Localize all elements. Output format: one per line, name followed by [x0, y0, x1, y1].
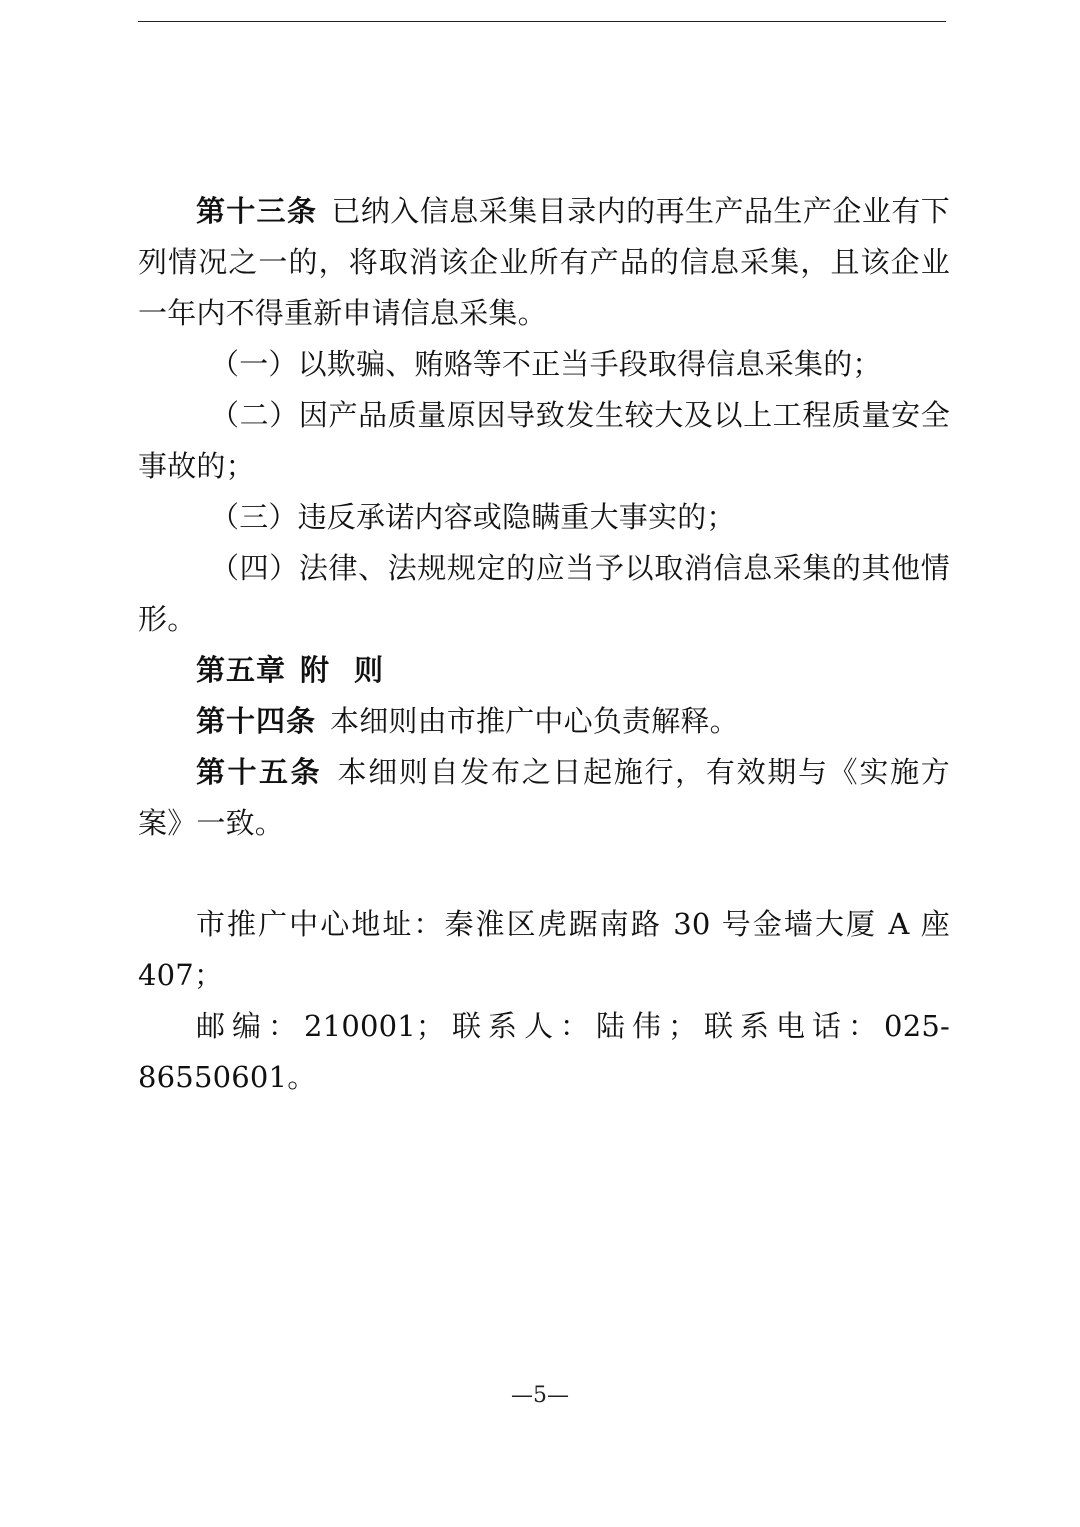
chapter-5-number: 第五章: [196, 653, 287, 687]
article-15: [138, 747, 950, 849]
page-number: —5—: [511, 1383, 569, 1408]
article-13-item-4: （四）法律、法规规定的应当予以取消信息采集的其他情形。: [138, 551, 950, 636]
article-13-text: 已纳入信息采集目录内的再生产品生产企业有下列情况之一的，将取消该企业所有产品的信息采集，且该企业一年内不得重新申请信息采集。: [138, 194, 950, 330]
article-13-item-3: （三）违反承诺内容或隐瞒重大事实的；: [210, 500, 736, 534]
article-14: [138, 696, 950, 747]
article-13-heading: 第十三条: [196, 194, 318, 228]
contact-address-block: [138, 899, 950, 1103]
article-14-text: 本细则由市推广中心负责解释。: [330, 704, 739, 738]
article-13-item-1: （一）以欺骗、贿赂等不正当手段取得信息采集的；: [210, 347, 882, 381]
document-body: [138, 186, 950, 1103]
article-13-item-2: （二）因产品质量原因导致发生较大及以上工程质量安全事故的；: [138, 398, 950, 483]
article-13: [138, 186, 950, 339]
address-line-2: 邮编：210001；联系人：陆伟；联系电话：025-86550601。: [138, 1009, 950, 1094]
chapter-5-title-part2: 则: [354, 653, 385, 687]
header-rule: [138, 21, 946, 22]
article-14-heading: 第十四条: [196, 704, 317, 738]
article-15-heading: 第十五条: [196, 755, 322, 789]
article-15-text: 本细则自发布之日起施行，有效期与《实施方案》一致。: [138, 755, 950, 840]
address-line-1: 市推广中心地址：秦淮区虎踞南路 30 号金墙大厦 A 座 407；: [138, 907, 950, 992]
chapter-5-title-part1: 附: [300, 653, 331, 687]
chapter-5-heading: [138, 645, 950, 696]
